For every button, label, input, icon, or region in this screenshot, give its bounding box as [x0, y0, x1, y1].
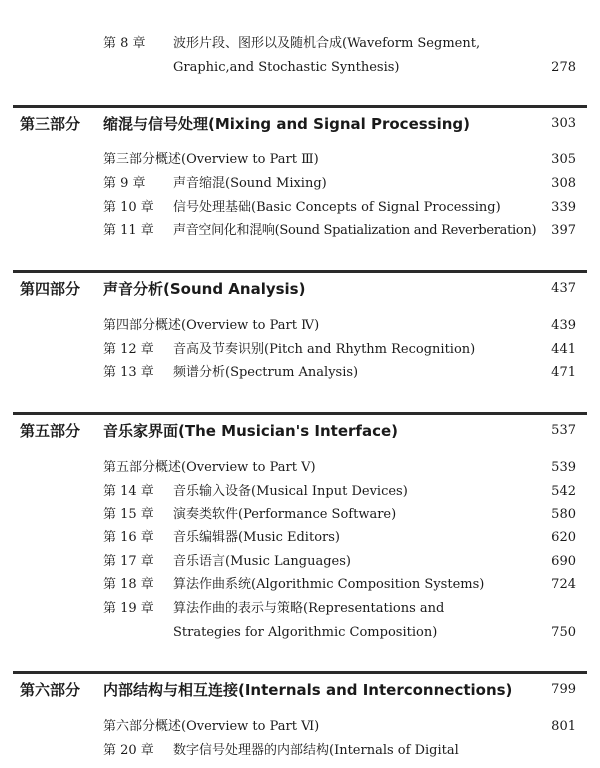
toc-entry-overview-4[interactable]	[0, 315, 600, 337]
toc-entry-ch10[interactable]	[0, 197, 600, 219]
part-heading-5[interactable]	[0, 418, 600, 444]
chapter-number: 第 20 章	[103, 743, 154, 758]
chapter-title: 音乐语言(Music Languages)	[173, 554, 351, 569]
chapter-title: 算法作曲的表示与策略(Representations and	[173, 601, 445, 616]
toc-entry-ch11[interactable]	[0, 220, 600, 242]
toc-entry-ch8[interactable]	[0, 33, 600, 55]
toc-entry-ch16[interactable]	[0, 527, 600, 549]
chapter-title: 信号处理基础(Basic Concepts of Signal Processing)	[173, 200, 501, 215]
part-heading-4[interactable]	[0, 276, 600, 302]
part-heading-6[interactable]	[0, 677, 600, 703]
part-label: 第五部分	[20, 422, 81, 440]
chapter-title-cont: Graphic,and Stochastic Synthesis)	[173, 60, 400, 75]
chapter-number: 第 18 章	[103, 577, 154, 592]
toc-entry-ch9[interactable]	[0, 173, 600, 195]
toc-entry-overview-3[interactable]	[0, 149, 600, 171]
page-number: 441	[551, 342, 576, 357]
chapter-number: 第 17 章	[103, 554, 154, 569]
page-number: 537	[551, 423, 576, 438]
page-number: 303	[551, 116, 576, 131]
page-number: 308	[551, 176, 576, 191]
chapter-title: 算法作曲系统(Algorithmic Composition Systems)	[173, 577, 485, 592]
page-number: 397	[551, 223, 576, 238]
part-label: 第六部分	[20, 681, 81, 699]
toc-entry-ch15[interactable]	[0, 504, 600, 526]
chapter-number: 第 13 章	[103, 365, 154, 380]
toc-entry-ch17[interactable]	[0, 551, 600, 573]
chapter-title: 数字信号处理器的内部结构(Internals of Digital	[173, 743, 459, 758]
page-number: 437	[551, 281, 576, 296]
toc-entry-ch14[interactable]	[0, 481, 600, 503]
page-number: 542	[551, 484, 576, 499]
page-number: 580	[551, 507, 576, 522]
toc-entry-ch19-cont[interactable]	[0, 622, 600, 644]
chapter-number: 第 11 章	[103, 223, 154, 238]
chapter-number: 第 15 章	[103, 507, 154, 522]
chapter-number: 第 12 章	[103, 342, 154, 357]
part-title: 缩混与信号处理(Mixing and Signal Processing)	[103, 115, 471, 133]
chapter-number: 第 9 章	[103, 176, 146, 191]
chapter-title: 声音空间化和混响(Sound Spatialization and Reverberation)	[173, 223, 537, 238]
chapter-number: 第 19 章	[103, 601, 154, 616]
toc-entry-overview-6[interactable]	[0, 716, 600, 738]
chapter-title: 音乐编辑器(Music Editors)	[173, 530, 340, 545]
page-number: 690	[551, 554, 576, 569]
part-label: 第四部分	[20, 280, 81, 298]
chapter-title-cont: Strategies for Algorithmic Composition)	[173, 625, 438, 640]
part-title: 音乐家界面(The Musician's Interface)	[103, 422, 398, 440]
overview-title: 第五部分概述(Overview to Part Ⅴ)	[103, 460, 316, 475]
chapter-number: 第 10 章	[103, 200, 154, 215]
chapter-number: 第 16 章	[103, 530, 154, 545]
page-number: 305	[551, 152, 576, 167]
part-title: 声音分析(Sound Analysis)	[103, 280, 306, 298]
section-divider	[13, 671, 587, 674]
page-number: 471	[551, 365, 576, 380]
section-divider	[13, 105, 587, 108]
page-number: 339	[551, 200, 576, 215]
overview-title: 第六部分概述(Overview to Part Ⅵ)	[103, 719, 320, 734]
chapter-title: 声音缩混(Sound Mixing)	[173, 176, 327, 191]
page-number: 278	[551, 60, 576, 75]
page-number: 801	[551, 719, 576, 734]
overview-title: 第四部分概述(Overview to Part Ⅳ)	[103, 318, 320, 333]
page-number: 539	[551, 460, 576, 475]
chapter-title: 音高及节奏识别(Pitch and Rhythm Recognition)	[173, 342, 476, 357]
section-divider	[13, 270, 587, 273]
toc-entry-ch8-cont[interactable]	[0, 57, 600, 79]
page-number: 439	[551, 318, 576, 333]
part-label: 第三部分	[20, 115, 81, 133]
chapter-title: 波形片段、图形以及随机合成(Waveform Segment,	[173, 36, 481, 51]
chapter-number: 第 8 章	[103, 36, 146, 51]
toc-entry-ch13[interactable]	[0, 362, 600, 384]
part-heading-3[interactable]	[0, 111, 600, 137]
page-number: 724	[551, 577, 576, 592]
chapter-title: 频谱分析(Spectrum Analysis)	[173, 365, 359, 380]
toc-entry-ch20[interactable]	[0, 740, 600, 762]
overview-title: 第三部分概述(Overview to Part Ⅲ)	[103, 152, 319, 167]
toc-entry-overview-5[interactable]	[0, 457, 600, 479]
part-title: 内部结构与相互连接(Internals and Interconnections)	[103, 681, 513, 699]
chapter-title: 演奏类软件(Performance Software)	[173, 507, 397, 522]
toc-entry-ch18[interactable]	[0, 574, 600, 596]
chapter-title: 音乐输入设备(Musical Input Devices)	[173, 484, 408, 499]
toc-entry-ch12[interactable]	[0, 339, 600, 361]
page-number: 750	[551, 625, 576, 640]
toc-entry-ch19[interactable]	[0, 598, 600, 620]
page-number: 620	[551, 530, 576, 545]
page-number: 799	[551, 682, 576, 697]
chapter-number: 第 14 章	[103, 484, 154, 499]
section-divider	[13, 412, 587, 415]
